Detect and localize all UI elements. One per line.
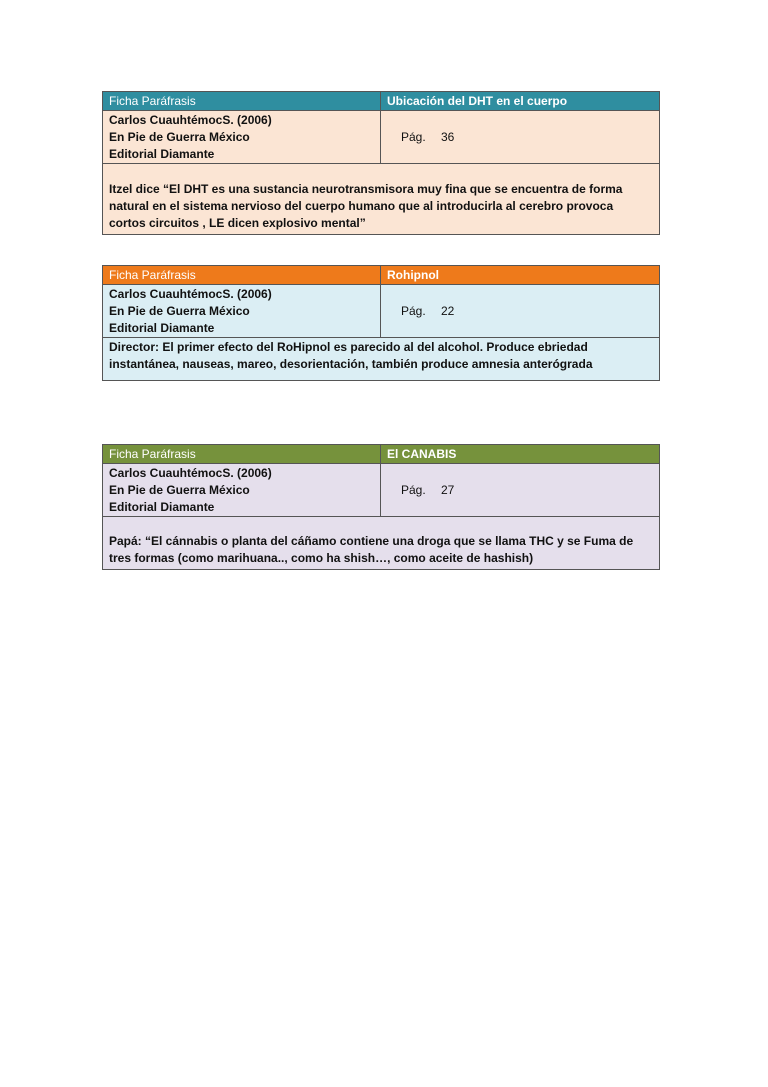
card-topic-label: Ubicación del DHT en el cuerpo — [387, 94, 568, 108]
card-citation — [103, 285, 381, 337]
paraphrase-card-rohipnol — [102, 265, 660, 381]
body-line: Papá: “El cánnabis o planta del cáñamo contiene una droga que se llama THC y se Fuma de — [109, 534, 634, 548]
card-type-label: Ficha Paráfrasis — [103, 266, 381, 284]
body-line: Itzel dice “El DHT es una sustancia neurotransmisora muy fina que se encuentra de forma — [109, 182, 623, 196]
card-page-ref — [381, 285, 659, 337]
card-source-row — [103, 464, 659, 517]
page-label: Pág. — [401, 482, 426, 497]
card-citation — [103, 464, 381, 516]
citation-title: En Pie de Guerra México — [109, 483, 250, 497]
citation-author: Carlos CuauhtémocS. (2006) — [109, 287, 272, 301]
body-line: instantánea, nauseas, mareo, desorientación, también produce amnesia anterógrada — [109, 357, 593, 371]
card-page-ref — [381, 464, 659, 516]
citation-title: En Pie de Guerra México — [109, 304, 250, 318]
page-number: 36 — [441, 129, 455, 144]
paraphrase-card-dht — [102, 91, 660, 235]
card-topic-label: Rohipnol — [387, 268, 439, 282]
card-topic-label: El CANABIS — [387, 447, 457, 461]
page-number: 22 — [441, 303, 455, 318]
card-body-text — [103, 338, 659, 380]
body-line: cortos circuitos , LE dicen explosivo mental” — [109, 216, 366, 230]
body-line: natural en el sistema nervioso del cuerpo humano que al introducirla al cerebro provoca — [109, 199, 614, 213]
card-header — [103, 445, 659, 464]
page-label: Pág. — [401, 129, 426, 144]
card-page-ref — [381, 111, 659, 163]
card-type-label: Ficha Paráfrasis — [103, 92, 381, 110]
card-source-row — [103, 285, 659, 338]
citation-publisher: Editorial Diamante — [109, 500, 215, 514]
page-number: 27 — [441, 482, 455, 497]
body-line: Director: El primer efecto del RoHipnol es parecido al del alcohol. Produce ebriedad — [109, 340, 588, 354]
citation-publisher: Editorial Diamante — [109, 321, 215, 335]
citation-publisher: Editorial Diamante — [109, 147, 215, 161]
paraphrase-card-canabis — [102, 444, 660, 570]
citation-author: Carlos CuauhtémocS. (2006) — [109, 466, 272, 480]
citation-title: En Pie de Guerra México — [109, 130, 250, 144]
card-type-label: Ficha Paráfrasis — [103, 445, 381, 463]
card-citation — [103, 111, 381, 163]
citation-author: Carlos CuauhtémocS. (2006) — [109, 113, 272, 127]
card-source-row — [103, 111, 659, 164]
card-header — [103, 92, 659, 111]
card-body-text — [103, 517, 659, 569]
page-label: Pág. — [401, 303, 426, 318]
card-body-text — [103, 164, 659, 234]
body-line: tres formas (como marihuana.., como ha shish…, como aceite de hashish) — [109, 551, 534, 565]
card-header — [103, 266, 659, 285]
